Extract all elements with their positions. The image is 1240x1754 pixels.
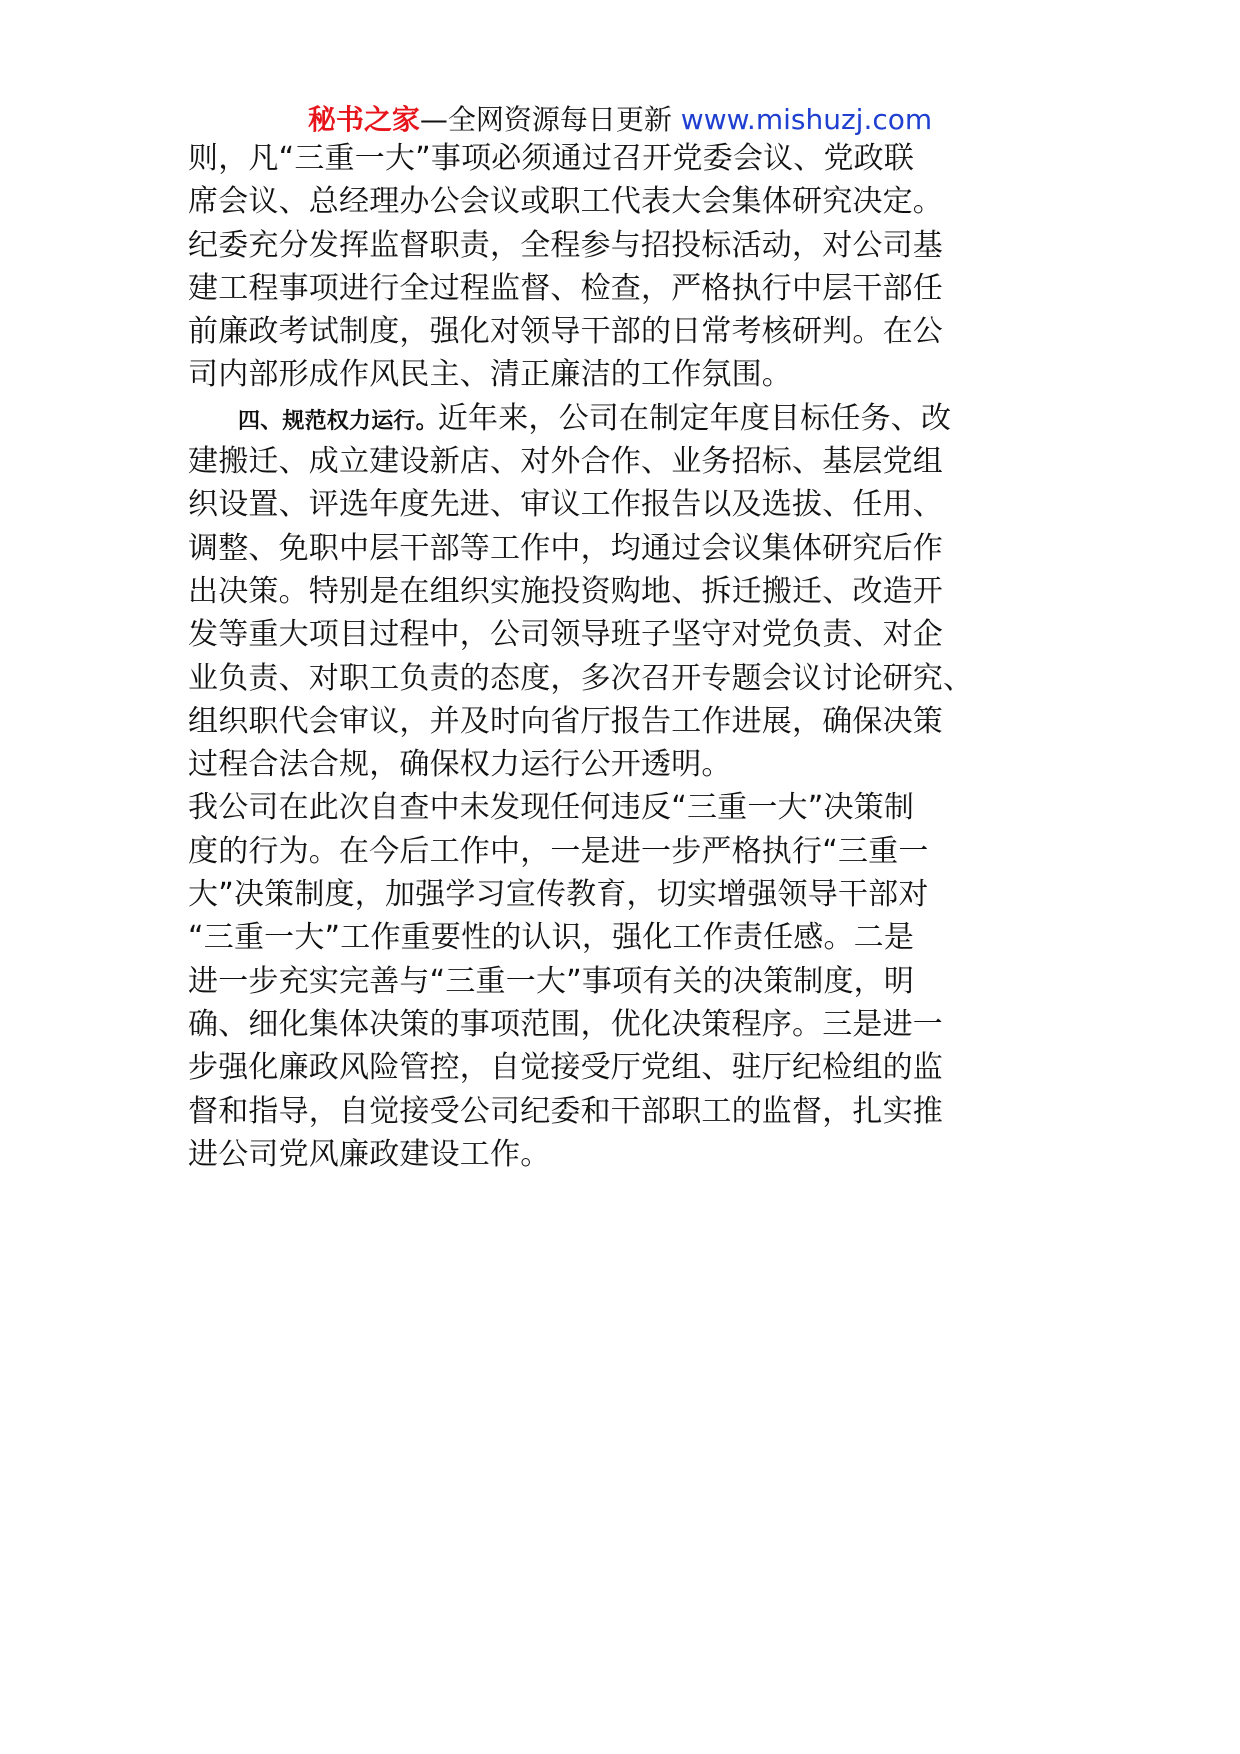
document-body xyxy=(188,137,1078,1176)
text-line xyxy=(188,397,1078,440)
text-line: 则，凡“三重一大”事项必须通过召开党委会议、党政联 xyxy=(188,141,915,176)
text-line: 建工程事项进行全过程监督、检查，严格执行中层干部任 xyxy=(188,270,943,306)
text-line: 我公司在此次自查中未发现任何违反“三重一大”决策制 xyxy=(188,790,915,826)
text-line: 前廉政考试制度，强化对领导干部的日常考核研判。在公 xyxy=(188,314,943,350)
section-heading: 四、规范权力运行。 xyxy=(238,408,438,434)
brand-name: 秘书之家 xyxy=(307,103,420,136)
text-line: 大”决策制度，加强学习宣传教育，切实增强领导干部对 xyxy=(188,877,929,913)
section-text: 近年来，公司在制定年度目标任务、改 xyxy=(437,400,952,436)
text-line: 席会议、总经理办公会议或职工代表大会集体研究决定。 xyxy=(188,184,943,220)
text-line: 督和指导，自觉接受公司纪委和干部职工的监督，扎实推 xyxy=(188,1093,943,1129)
document-header xyxy=(0,100,1240,140)
text-line: 出决策。特别是在组织实施投资购地、拆迁搬迁、改造开 xyxy=(188,573,943,609)
text-line: 度的行为。在今后工作中，一是进一步严格执行“三重一 xyxy=(188,833,929,869)
text-line: 调整、免职中层干部等工作中，均通过会议集体研究后作 xyxy=(188,530,943,566)
text-line: “三重一大”工作重要性的认识，强化工作责任感。二是 xyxy=(188,920,915,956)
text-line: 发等重大项目过程中，公司领导班子坚守对党负责、对企 xyxy=(188,617,943,653)
text-line: 纪委充分发挥监督职责，全程参与招投标活动，对公司基 xyxy=(188,227,943,263)
text-line: 进一步充实完善与“三重一大”事项有关的决策制度，明 xyxy=(188,963,915,999)
paragraph-discipline xyxy=(188,137,1078,397)
paragraph-conclusion xyxy=(188,786,1078,1176)
header-url[interactable]: www.mishuzj.com xyxy=(680,103,933,136)
text-line: 织设置、评选年度先进、审议工作报告以及选拔、任用、 xyxy=(188,487,943,523)
text-line: 组织职代会审议，并及时向省厅报告工作进展，确保决策 xyxy=(188,703,943,739)
text-line: 过程合法合规，确保权力运行公开透明。 xyxy=(188,747,732,783)
text-line: 步强化廉政风险管控，自觉接受厅党组、驻厅纪检组的监 xyxy=(188,1050,943,1086)
text-line: 建搬迁、成立建设新店、对外合作、业务招标、基层党组 xyxy=(188,444,943,480)
text-line: 确、细化集体决策的事项范围，优化决策程序。三是进一 xyxy=(188,1006,943,1042)
paragraph-section-4 xyxy=(188,397,1078,787)
text-line: 进公司党风廉政建设工作。 xyxy=(188,1136,551,1172)
header-tagline: —全网资源每日更新 xyxy=(419,103,672,136)
text-line: 业负责、对职工负责的态度，多次召开专题会议讨论研究、 xyxy=(188,660,974,696)
text-line: 司内部形成作风民主、清正廉洁的工作氛围。 xyxy=(188,357,792,393)
